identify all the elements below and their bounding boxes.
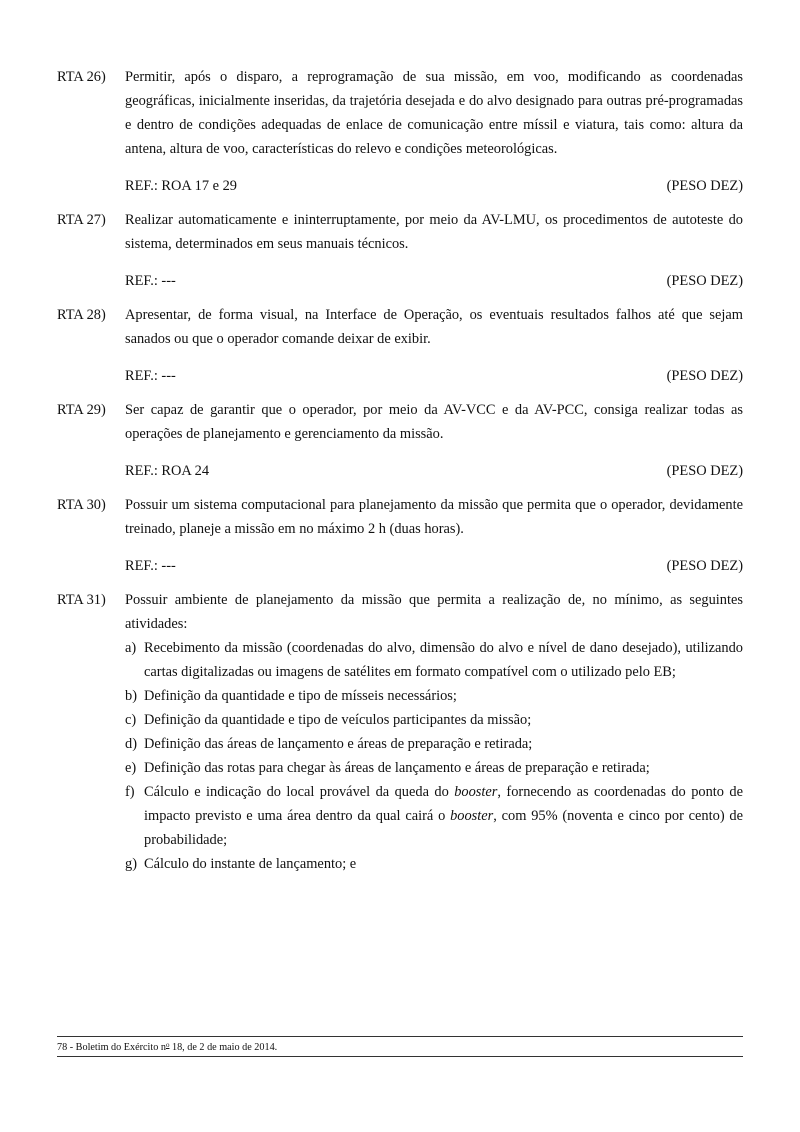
page-footer <box>57 1036 743 1057</box>
item-label: RTA 27) <box>57 212 106 228</box>
item-text: Possuir um sistema computacional para planejamento da missão que permita que o operador, devidamente treinado, planeje a missão em no máximo 2 h (duas horas). <box>125 497 743 537</box>
requirement-rta-30 <box>57 493 743 578</box>
list-item-text: Cálculo do instante de lançamento; e <box>144 856 357 872</box>
document-page <box>57 65 743 886</box>
item-body <box>125 588 743 876</box>
requirement-rta-27 <box>57 208 743 293</box>
list-item <box>125 684 743 708</box>
item-body <box>125 208 743 293</box>
item-body <box>125 65 743 198</box>
list-item-text <box>144 780 743 852</box>
item-body <box>125 493 743 578</box>
item-body <box>125 398 743 483</box>
list-item <box>125 732 743 756</box>
item-label: RTA 26) <box>57 69 106 85</box>
weight: (PESO DEZ) <box>666 368 743 384</box>
requirement-rta-29 <box>57 398 743 483</box>
list-item <box>125 756 743 780</box>
list-item-letter: d) <box>125 736 137 752</box>
list-item-text: Definição das áreas de lançamento e áreas de preparação e retirada; <box>144 736 533 752</box>
reference-row <box>125 269 743 293</box>
reference: REF.: ROA 17 e 29 <box>125 178 237 194</box>
list-item <box>125 636 743 684</box>
item-text: Apresentar, de forma visual, na Interface de Operação, os eventuais resultados falhos até que sejam sanados ou que o operador comande deixar de exibir. <box>125 307 743 347</box>
list-item-text: Definição da quantidade e tipo de veículos participantes da missão; <box>144 712 532 728</box>
reference: REF.: --- <box>125 558 176 574</box>
list-item <box>125 780 743 852</box>
list-item-text: Definição das rotas para chegar às áreas de lançamento e áreas de preparação e retirada; <box>144 760 650 776</box>
text-segment: , com 95% (noventa e cinco por cento) de probabilidade; <box>144 808 743 848</box>
text-segment: , fornecendo as coordenadas do ponto de impacto previsto e uma área dentro da qual cairá o <box>144 784 743 824</box>
weight: (PESO DEZ) <box>666 463 743 479</box>
reference: REF.: ROA 24 <box>125 463 210 479</box>
reference: REF.: --- <box>125 273 176 289</box>
weight: (PESO DEZ) <box>666 558 743 574</box>
footer-superscript: o <box>165 1041 170 1049</box>
footer-prefix: 78 - Boletim do Exército n <box>57 1042 166 1053</box>
item-label: RTA 31) <box>57 592 106 608</box>
text-segment: Cálculo e indicação do local provável da queda do <box>144 784 455 800</box>
activity-list <box>125 636 743 876</box>
requirement-rta-31 <box>57 588 743 876</box>
item-label: RTA 29) <box>57 402 106 418</box>
reference-row <box>125 174 743 198</box>
reference: REF.: --- <box>125 368 176 384</box>
item-text: Possuir ambiente de planejamento da missão que permita a realização de, no mínimo, as seguintes atividades: <box>125 592 743 632</box>
item-label: RTA 30) <box>57 497 106 513</box>
item-label: RTA 28) <box>57 307 106 323</box>
item-text: Realizar automaticamente e ininterruptamente, por meio da AV-LMU, os procedimentos de autoteste do sistema, determinados em seus manuais técnicos. <box>125 212 743 252</box>
item-body <box>125 303 743 388</box>
list-item-text: Definição da quantidade e tipo de mísseis necessários; <box>144 688 457 704</box>
list-item <box>125 852 743 876</box>
list-item-letter: g) <box>125 856 137 872</box>
weight: (PESO DEZ) <box>666 273 743 289</box>
requirement-rta-26 <box>57 65 743 198</box>
list-item-letter: e) <box>125 760 137 776</box>
list-item-text: Recebimento da missão (coordenadas do alvo, dimensão do alvo e nível de dano desejado), utilizando cartas digitalizadas ou imagens de satélites em formato compatível com o utilizado pelo EB; <box>144 640 743 680</box>
item-text: Permitir, após o disparo, a reprogramação de sua missão, em voo, modificando as coordenadas geográficas, inicialmente inseridas, da trajetória desejada e do alvo designado para outras pré-programadas e dentro de condições adequadas de enlace de comunicação entre míssil e viatura, tais como: altura da antena, altura de voo, características do relevo e condições meteorológicas. <box>125 69 743 157</box>
list-item-letter: c) <box>125 712 137 728</box>
footer-suffix: 18, de 2 de maio de 2014. <box>169 1042 278 1053</box>
italic-term: booster <box>454 784 498 800</box>
list-item <box>125 708 743 732</box>
reference-row <box>125 459 743 483</box>
weight: (PESO DEZ) <box>666 178 743 194</box>
reference-row <box>125 554 743 578</box>
requirement-rta-28 <box>57 303 743 388</box>
list-item-letter: a) <box>125 640 137 656</box>
footer-text <box>57 1042 277 1053</box>
list-item-letter: b) <box>125 688 137 704</box>
reference-row <box>125 364 743 388</box>
item-text: Ser capaz de garantir que o operador, por meio da AV-VCC e da AV-PCC, consiga realizar todas as operações de planejamento e gerenciamento da missão. <box>125 402 743 442</box>
italic-term: booster <box>450 808 494 824</box>
list-item-letter: f) <box>125 784 135 800</box>
